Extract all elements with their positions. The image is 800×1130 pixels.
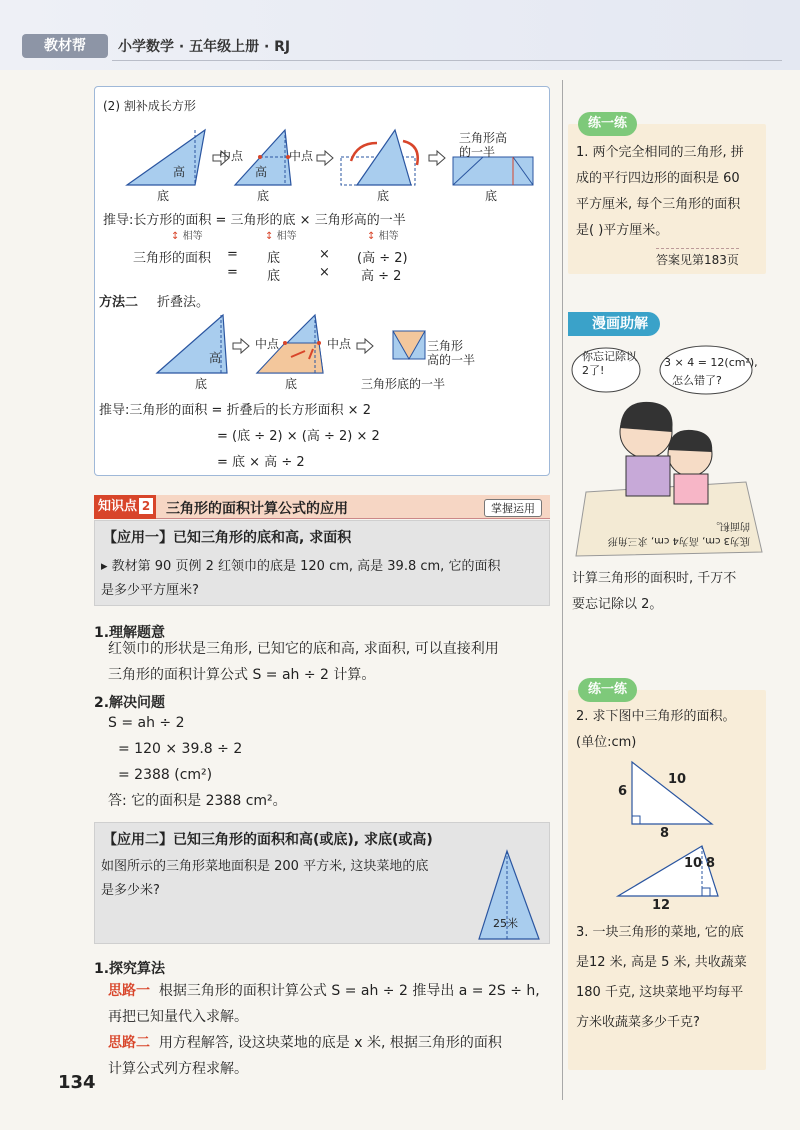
fold-half-base: 三角形底的一半 (361, 377, 446, 391)
fold-base-label-1: 底 (195, 377, 208, 391)
application-2-title: 【应用二】已知三角形的面积和高(或底), 求底(或高) (103, 832, 433, 848)
tri1-side-a: 6 (618, 784, 628, 799)
mastery-tag: 掌握运用 (484, 499, 542, 517)
explore-title: 1.探究算法 (94, 961, 166, 977)
base-label-4: 底 (485, 189, 498, 203)
fold-half-height-b: 高的一半 (427, 353, 476, 367)
equal-note-2: ↕ 相等 (265, 231, 297, 242)
deriv-row-3-height: 高 ÷ 2 (361, 269, 402, 284)
answer-1: 答: 它的面积是 2388 cm²。 (108, 793, 287, 809)
method2-title: 方法二 (99, 295, 139, 310)
header-rule (112, 60, 782, 61)
application-1-title: 【应用一】已知三角形的底和高, 求面积 (103, 530, 352, 546)
answer-reference: 答案见第183页 (656, 248, 739, 268)
application-2-problem-1: 如图所示的三角形菜地面积是 200 平方米, 这块菜地的底 (101, 859, 429, 874)
speech-bubble-1: 你忘记除以2了! (582, 350, 637, 377)
fold-row-1: 推导:三角形的面积 = 折叠后的长方形面积 × 2 (99, 403, 371, 418)
tri2-side-c: 12 (652, 898, 671, 913)
base-label-3: 底 (377, 189, 390, 203)
tri1-side-b: 10 (668, 772, 687, 787)
application-1-problem-1: ▸ 教材第 90 页例 2 红领巾的底是 120 cm, 高是 39.8 cm, 它的面积 (101, 559, 501, 574)
deriv-row-2-times: × (319, 247, 330, 262)
deriv-row-3-base: 底 (267, 269, 281, 284)
q2-right-triangle (578, 756, 758, 836)
fold-figures (95, 309, 549, 389)
page-header (0, 0, 800, 70)
deriv-row-2-eq: = (227, 247, 238, 262)
practice-1-text: 1. 两个完全相同的三角形, 拼 成的平行四边形的面积是 60 平方厘米, 每个三角形的面积 是( )平方厘米。 (576, 145, 744, 238)
height-25m-label: 25米 (493, 917, 518, 930)
midpoint-label-2: 中点 (289, 149, 314, 163)
fold-half-height-a: 三角形 (427, 339, 464, 353)
step-2-title: 2.解决问题 (94, 695, 166, 711)
half-height-label-a: 三角形高 (459, 131, 508, 145)
practice-1-tag: 练一练 (578, 112, 637, 136)
deriv-row-3-times: × (319, 265, 330, 280)
application-2-box (94, 822, 550, 944)
fold-row-3: = 底 × 高 ÷ 2 (217, 455, 305, 470)
practice-2-box (568, 682, 766, 1070)
height-label-1: 高 (173, 165, 186, 179)
comic-paper-text: 底为3 cm, 高为4 cm, 求三角形的面积。 (607, 520, 750, 546)
comic-help-tag: 漫画助解 (568, 312, 660, 336)
equal-note-3: ↕ 相等 (367, 231, 399, 242)
practice-2-tag: 练一练 (578, 678, 637, 702)
tri2-side-a: 10 (684, 856, 703, 871)
deriv-row-2-base: 底 (267, 251, 281, 266)
fold-midpoint-label-2: 中点 (327, 337, 352, 351)
speech-bubble-2-a: 3 × 4 = 12(cm²), (664, 356, 758, 369)
q3-text: 3. 一块三角形的菜地, 它的底 是12 米, 高是 5 米, 共收蔬菜 180 千克, 这块菜地平均每平 方米收蔬菜多少千克? (576, 925, 747, 1030)
step-1-title: 1.理解题意 (94, 625, 166, 641)
height-label-2: 高 (255, 165, 268, 179)
half-height-label-b: 的一半 (459, 145, 496, 159)
equal-note-1: ↕ 相等 (171, 231, 203, 242)
knowledge-point-header (94, 495, 550, 519)
knowledge-point-title: 三角形的面积计算公式的应用 (166, 501, 348, 517)
fold-height-label: 高 (209, 351, 222, 365)
comic-caption: 计算三角形的面积时, 千万不 要忘记除以 2。 (572, 571, 737, 612)
deriv-row-1: 推导:长方形的面积 = 三角形的底 × 三角形高的一半 (103, 213, 406, 228)
base-label-2: 底 (257, 189, 270, 203)
brand-logo: 教材帮 (22, 34, 108, 58)
fold-row-2: = (底 ÷ 2) × (高 ÷ 2) × 2 (217, 429, 380, 444)
application-1-box (94, 520, 550, 606)
fold-midpoint-label-1: 中点 (255, 337, 280, 351)
q2-text: 2. 求下图中三角形的面积。 (单位:cm) (576, 709, 736, 750)
tri1-side-c: 8 (660, 826, 670, 841)
fold-base-label-2: 底 (285, 377, 298, 391)
base-label-1: 底 (157, 189, 170, 203)
idea-1: 思路一 根据三角形的面积计算公式 S = ah ÷ 2 推导出 a = 2S ÷ h, 再把已知量代入求解。 (108, 983, 540, 1025)
idea-2: 思路二 用方程解答, 设这块菜地的底是 x 米, 根据三角形的面积 计算公式列方程求解。 (108, 1035, 502, 1077)
section-title: (2) 割补成长方形 (103, 99, 196, 113)
calc-line-1: S = ah ÷ 2 (108, 715, 185, 731)
deriv-row-2-height: (高 ÷ 2) (357, 251, 408, 266)
speech-bubble-2-b: 怎么错了? (672, 374, 722, 387)
midpoint-label-1: 中点 (219, 149, 244, 163)
deriv-row-3-eq: = (227, 265, 238, 280)
knowledge-point-label: 知识点 2 (94, 495, 156, 519)
tri2-side-b: 8 (706, 856, 716, 871)
derivation-box (94, 86, 550, 476)
application-2-problem-2: 是多少米? (101, 883, 160, 898)
calc-line-3: = 2388 (cm²) (118, 767, 213, 783)
application-1-problem-2: 是多少平方厘米? (101, 583, 199, 598)
book-title: 小学数学 · 五年级上册 · RJ (118, 39, 291, 55)
step-1-body: 红领巾的形状是三角形, 已知它的底和高, 求面积, 可以直接利用 三角形的面积计算公式 S = ah ÷ 2 计算。 (108, 641, 499, 683)
column-divider (562, 80, 563, 1100)
practice-1-box (568, 116, 766, 274)
page-number: 134 (58, 1072, 96, 1093)
deriv-row-2-label: 三角形的面积 (133, 251, 212, 266)
calc-line-2: = 120 × 39.8 ÷ 2 (118, 741, 243, 757)
method2-desc: 折叠法。 (157, 295, 210, 310)
